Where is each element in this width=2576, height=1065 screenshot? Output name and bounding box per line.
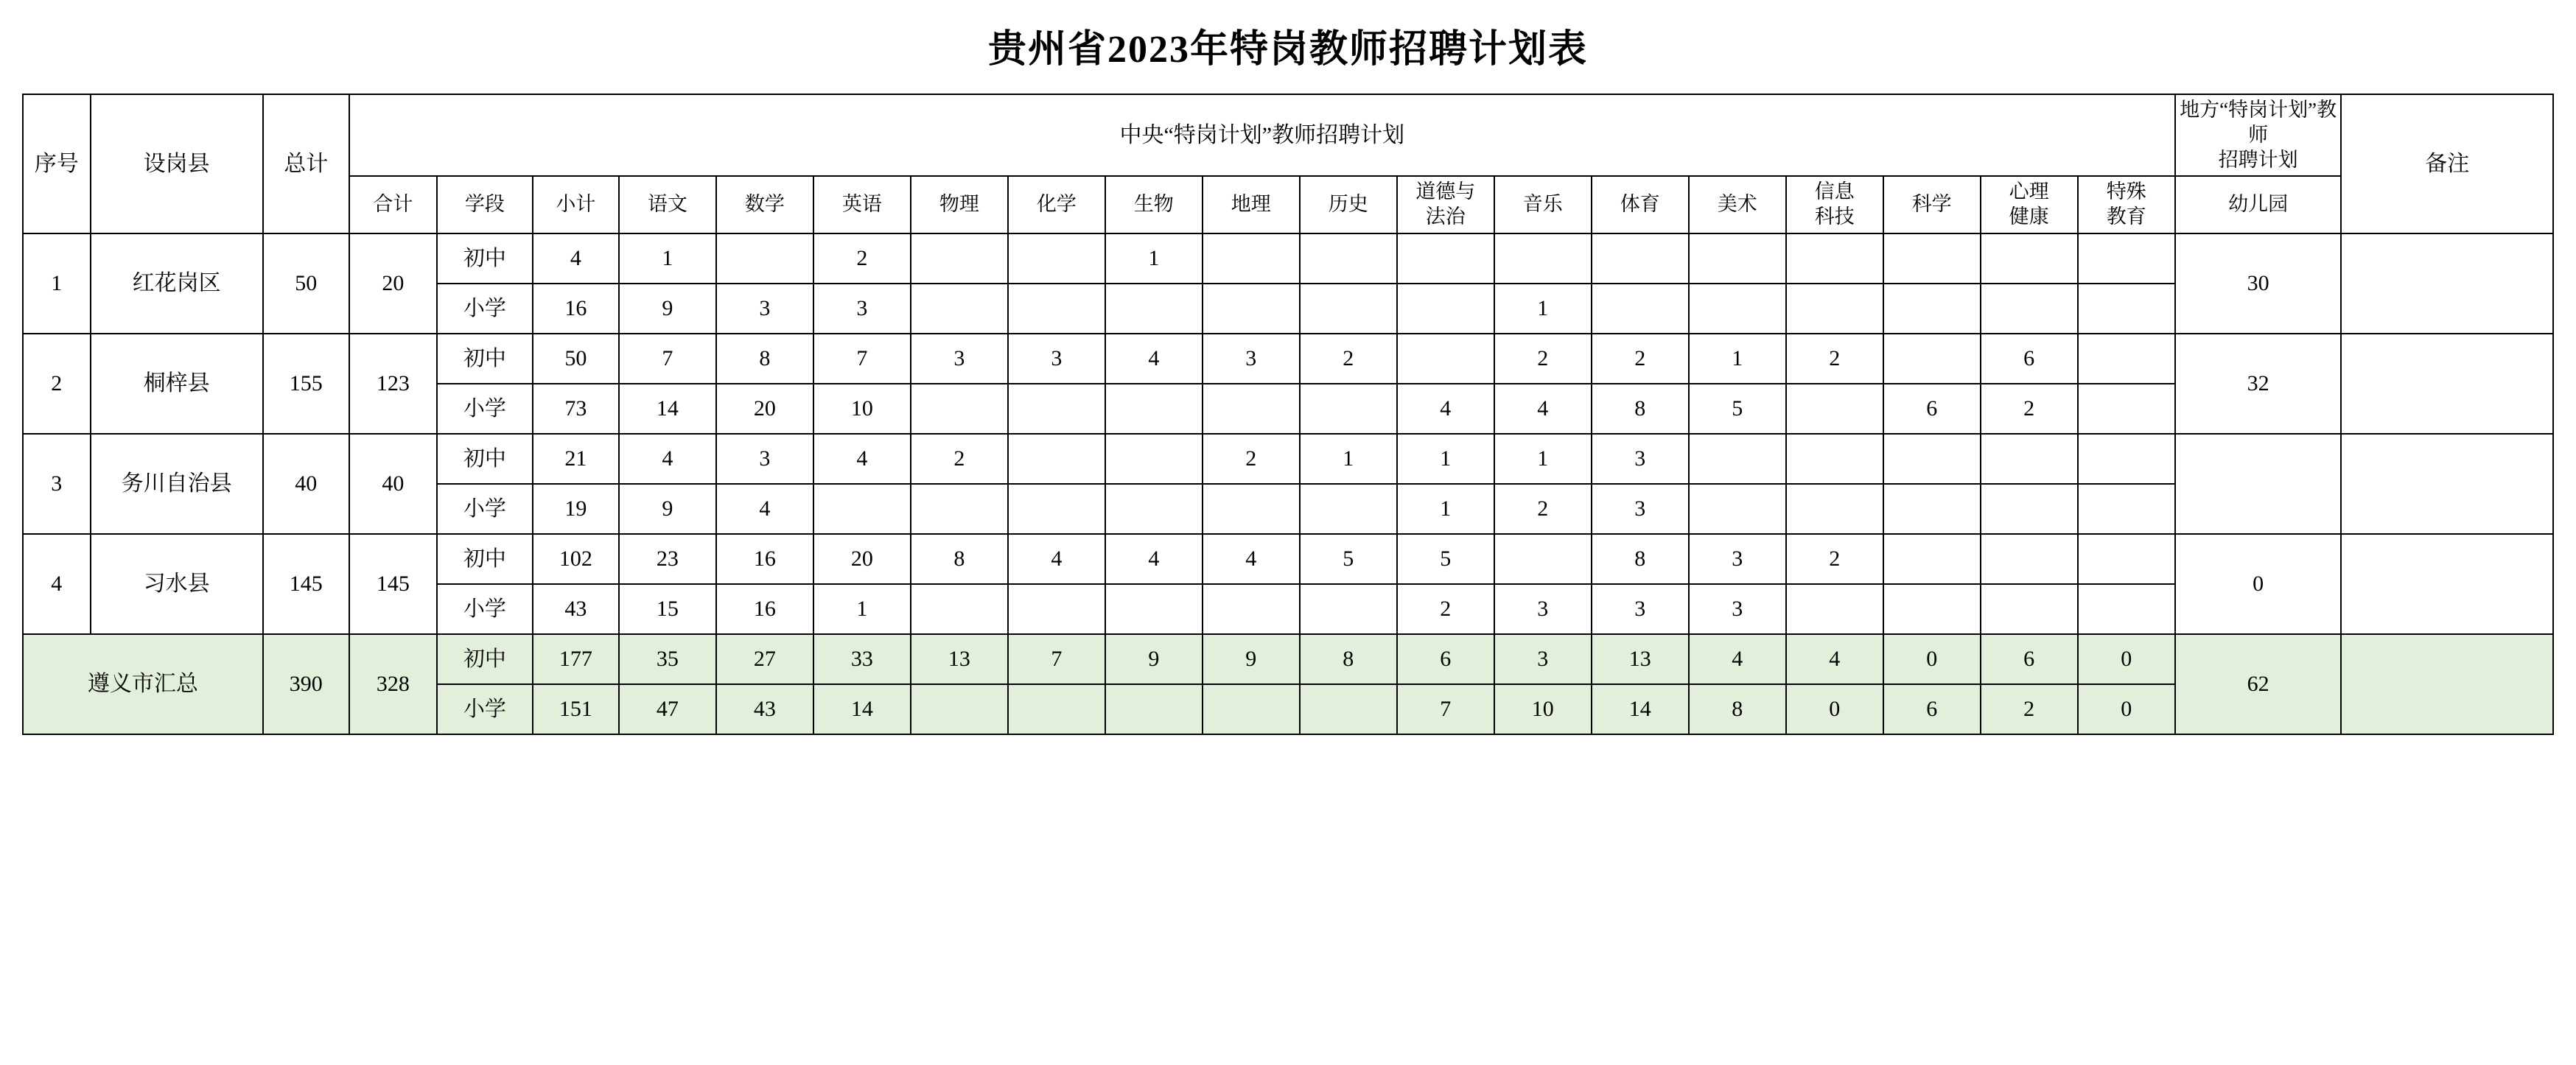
row-stage-subtotal: 4 <box>533 233 619 284</box>
cell-mental-health <box>1981 534 2078 584</box>
header-subject-english: 英语 <box>813 176 911 233</box>
cell-english: 33 <box>813 634 911 684</box>
cell-science <box>1883 434 1981 484</box>
row-county: 习水县 <box>91 534 263 634</box>
cell-mental-health: 6 <box>1981 634 2078 684</box>
header-county: 设岗县 <box>91 94 263 233</box>
row-seq: 4 <box>23 534 91 634</box>
cell-chinese: 23 <box>619 534 716 584</box>
cell-morality-law <box>1397 233 1494 284</box>
cell-geography: 2 <box>1203 434 1300 484</box>
cell-special-education <box>2078 484 2175 534</box>
cell-pe <box>1592 233 1689 284</box>
cell-chemistry <box>1008 584 1105 634</box>
row-stage-subtotal: 43 <box>533 584 619 634</box>
cell-music: 3 <box>1494 584 1592 634</box>
cell-special-education <box>2078 384 2175 434</box>
recruitment-plan-table <box>22 94 2554 735</box>
cell-chemistry: 7 <box>1008 634 1105 684</box>
row-local-plan: 32 <box>2175 334 2342 434</box>
cell-science: 0 <box>1883 634 1981 684</box>
cell-chinese: 7 <box>619 334 716 384</box>
header-subject-it: 信息 科技 <box>1786 176 1883 233</box>
cell-art <box>1689 484 1786 534</box>
row-sub-total: 20 <box>349 233 437 334</box>
cell-english: 14 <box>813 684 911 734</box>
cell-math: 8 <box>716 334 813 384</box>
header-stage: 学段 <box>437 176 533 233</box>
table-row <box>23 233 2553 284</box>
cell-english: 3 <box>813 284 911 334</box>
cell-physics: 3 <box>911 334 1008 384</box>
cell-art: 8 <box>1689 684 1786 734</box>
cell-morality-law: 1 <box>1397 484 1494 534</box>
row-sub-total: 123 <box>349 334 437 434</box>
header-subject-art: 美术 <box>1689 176 1786 233</box>
cell-it <box>1786 384 1883 434</box>
header-seq: 序号 <box>23 94 91 233</box>
cell-physics <box>911 384 1008 434</box>
row-stage-subtotal: 21 <box>533 434 619 484</box>
cell-science <box>1883 484 1981 534</box>
cell-math: 16 <box>716 534 813 584</box>
cell-biology <box>1105 284 1203 334</box>
cell-it <box>1786 233 1883 284</box>
cell-mental-health <box>1981 434 2078 484</box>
row-remark <box>2341 334 2553 434</box>
row-stage: 初中 <box>437 534 533 584</box>
cell-music: 3 <box>1494 634 1592 684</box>
cell-mental-health: 6 <box>1981 334 2078 384</box>
cell-physics <box>911 233 1008 284</box>
cell-art: 5 <box>1689 384 1786 434</box>
header-subject-physics: 物理 <box>911 176 1008 233</box>
cell-art: 1 <box>1689 334 1786 384</box>
cell-science <box>1883 584 1981 634</box>
summary-remark <box>2341 634 2553 734</box>
cell-morality-law: 7 <box>1397 684 1494 734</box>
cell-music: 4 <box>1494 384 1592 434</box>
cell-geography <box>1203 584 1300 634</box>
cell-math: 3 <box>716 284 813 334</box>
summary-stage: 小学 <box>437 684 533 734</box>
cell-biology <box>1105 384 1203 434</box>
cell-it <box>1786 484 1883 534</box>
row-grand-total: 50 <box>263 233 349 334</box>
cell-chinese: 9 <box>619 484 716 534</box>
cell-history <box>1300 233 1397 284</box>
cell-it: 0 <box>1786 684 1883 734</box>
cell-pe: 8 <box>1592 534 1689 584</box>
cell-art <box>1689 233 1786 284</box>
cell-physics <box>911 584 1008 634</box>
cell-english: 7 <box>813 334 911 384</box>
cell-geography <box>1203 484 1300 534</box>
cell-chemistry <box>1008 434 1105 484</box>
cell-science <box>1883 334 1981 384</box>
header-subject-chemistry: 化学 <box>1008 176 1105 233</box>
row-stage: 小学 <box>437 384 533 434</box>
row-sub-total: 40 <box>349 434 437 534</box>
header-grand-total: 总计 <box>263 94 349 233</box>
header-sub-total: 合计 <box>349 176 437 233</box>
cell-chinese: 14 <box>619 384 716 434</box>
row-stage-subtotal: 73 <box>533 384 619 434</box>
cell-history <box>1300 284 1397 334</box>
row-seq: 3 <box>23 434 91 534</box>
cell-morality-law: 1 <box>1397 434 1494 484</box>
cell-chinese: 9 <box>619 284 716 334</box>
cell-music: 1 <box>1494 284 1592 334</box>
summary-label: 遵义市汇总 <box>23 634 263 734</box>
row-stage: 初中 <box>437 233 533 284</box>
cell-science <box>1883 284 1981 334</box>
cell-biology <box>1105 584 1203 634</box>
cell-music <box>1494 534 1592 584</box>
header-subject-mental-health: 心理 健康 <box>1981 176 2078 233</box>
header-subject-music: 音乐 <box>1494 176 1592 233</box>
summary-sub-total: 328 <box>349 634 437 734</box>
cell-science <box>1883 534 1981 584</box>
cell-math: 4 <box>716 484 813 534</box>
cell-english: 4 <box>813 434 911 484</box>
header-local-plan-line1: 地方“特岗计划”教师 <box>2180 99 2337 146</box>
table-header <box>23 94 2553 233</box>
cell-english: 20 <box>813 534 911 584</box>
cell-history: 1 <box>1300 434 1397 484</box>
cell-chinese: 35 <box>619 634 716 684</box>
header-subject-history: 历史 <box>1300 176 1397 233</box>
table-row <box>23 434 2553 484</box>
cell-special-education <box>2078 284 2175 334</box>
cell-physics <box>911 284 1008 334</box>
row-county: 红花岗区 <box>91 233 263 334</box>
summary-grand-total: 390 <box>263 634 349 734</box>
cell-math: 27 <box>716 634 813 684</box>
table-container <box>0 94 2576 735</box>
row-sub-total: 145 <box>349 534 437 634</box>
cell-geography <box>1203 384 1300 434</box>
cell-biology: 4 <box>1105 534 1203 584</box>
summary-stage-subtotal: 177 <box>533 634 619 684</box>
cell-special-education <box>2078 534 2175 584</box>
row-grand-total: 40 <box>263 434 349 534</box>
cell-biology <box>1105 684 1203 734</box>
cell-chemistry <box>1008 384 1105 434</box>
cell-math: 43 <box>716 684 813 734</box>
cell-music <box>1494 233 1592 284</box>
cell-chinese: 1 <box>619 233 716 284</box>
cell-music: 2 <box>1494 334 1592 384</box>
cell-history <box>1300 484 1397 534</box>
cell-mental-health <box>1981 284 2078 334</box>
row-stage-subtotal: 19 <box>533 484 619 534</box>
header-row-bottom <box>23 176 2553 233</box>
cell-chinese: 47 <box>619 684 716 734</box>
cell-biology: 1 <box>1105 233 1203 284</box>
cell-physics <box>911 684 1008 734</box>
cell-geography: 4 <box>1203 534 1300 584</box>
cell-science: 6 <box>1883 684 1981 734</box>
cell-math: 3 <box>716 434 813 484</box>
cell-biology: 9 <box>1105 634 1203 684</box>
cell-morality-law: 6 <box>1397 634 1494 684</box>
summary-local-plan: 62 <box>2175 634 2342 734</box>
cell-pe: 3 <box>1592 434 1689 484</box>
row-remark <box>2341 434 2553 534</box>
header-row-top <box>23 94 2553 176</box>
cell-pe: 14 <box>1592 684 1689 734</box>
cell-morality-law: 2 <box>1397 584 1494 634</box>
cell-geography: 3 <box>1203 334 1300 384</box>
summary-row <box>23 634 2553 684</box>
cell-chinese: 4 <box>619 434 716 484</box>
cell-morality-law <box>1397 334 1494 384</box>
cell-geography <box>1203 284 1300 334</box>
cell-pe: 8 <box>1592 384 1689 434</box>
summary-stage: 初中 <box>437 634 533 684</box>
table-body <box>23 233 2553 734</box>
cell-special-education: 0 <box>2078 634 2175 684</box>
cell-pe: 13 <box>1592 634 1689 684</box>
row-stage-subtotal: 102 <box>533 534 619 584</box>
row-stage-subtotal: 16 <box>533 284 619 334</box>
cell-chemistry <box>1008 684 1105 734</box>
cell-special-education <box>2078 434 2175 484</box>
cell-math: 20 <box>716 384 813 434</box>
cell-geography <box>1203 233 1300 284</box>
cell-chemistry <box>1008 233 1105 284</box>
row-stage-subtotal: 50 <box>533 334 619 384</box>
cell-science <box>1883 233 1981 284</box>
cell-english: 1 <box>813 584 911 634</box>
row-stage: 初中 <box>437 434 533 484</box>
cell-mental-health: 2 <box>1981 384 2078 434</box>
cell-english: 10 <box>813 384 911 434</box>
row-local-plan: 0 <box>2175 534 2342 634</box>
cell-special-education <box>2078 233 2175 284</box>
cell-geography <box>1203 684 1300 734</box>
cell-it <box>1786 284 1883 334</box>
cell-pe: 3 <box>1592 584 1689 634</box>
cell-math <box>716 233 813 284</box>
cell-history <box>1300 584 1397 634</box>
row-county: 桐梓县 <box>91 334 263 434</box>
row-seq: 1 <box>23 233 91 334</box>
cell-biology <box>1105 434 1203 484</box>
cell-mental-health <box>1981 584 2078 634</box>
cell-mental-health: 2 <box>1981 684 2078 734</box>
cell-morality-law: 4 <box>1397 384 1494 434</box>
cell-art <box>1689 434 1786 484</box>
cell-music: 2 <box>1494 484 1592 534</box>
cell-chemistry: 4 <box>1008 534 1105 584</box>
cell-chinese: 15 <box>619 584 716 634</box>
cell-it: 4 <box>1786 634 1883 684</box>
cell-mental-health <box>1981 484 2078 534</box>
cell-history: 5 <box>1300 534 1397 584</box>
header-remark: 备注 <box>2341 94 2553 233</box>
cell-history <box>1300 384 1397 434</box>
cell-physics: 13 <box>911 634 1008 684</box>
row-seq: 2 <box>23 334 91 434</box>
cell-physics: 8 <box>911 534 1008 584</box>
cell-chemistry <box>1008 484 1105 534</box>
cell-music: 1 <box>1494 434 1592 484</box>
header-subtotal: 小计 <box>533 176 619 233</box>
cell-english: 2 <box>813 233 911 284</box>
cell-physics: 2 <box>911 434 1008 484</box>
row-county: 务川自治县 <box>91 434 263 534</box>
summary-stage-subtotal: 151 <box>533 684 619 734</box>
row-remark <box>2341 233 2553 334</box>
header-subject-biology: 生物 <box>1105 176 1203 233</box>
header-subject-math: 数学 <box>716 176 813 233</box>
cell-it <box>1786 434 1883 484</box>
header-subject-special-education: 特殊 教育 <box>2078 176 2175 233</box>
cell-biology: 4 <box>1105 334 1203 384</box>
cell-science: 6 <box>1883 384 1981 434</box>
cell-it: 2 <box>1786 534 1883 584</box>
cell-chemistry: 3 <box>1008 334 1105 384</box>
row-grand-total: 155 <box>263 334 349 434</box>
cell-pe: 2 <box>1592 334 1689 384</box>
cell-it: 2 <box>1786 334 1883 384</box>
header-subject-chinese: 语文 <box>619 176 716 233</box>
cell-chemistry <box>1008 284 1105 334</box>
row-grand-total: 145 <box>263 534 349 634</box>
cell-art <box>1689 284 1786 334</box>
cell-math: 16 <box>716 584 813 634</box>
cell-art: 4 <box>1689 634 1786 684</box>
row-stage: 小学 <box>437 484 533 534</box>
cell-geography: 9 <box>1203 634 1300 684</box>
cell-biology <box>1105 484 1203 534</box>
table-row <box>23 534 2553 584</box>
header-subject-geography: 地理 <box>1203 176 1300 233</box>
cell-physics <box>911 484 1008 534</box>
header-local-plan-line2: 招聘计划 <box>2218 148 2298 171</box>
cell-special-education <box>2078 334 2175 384</box>
header-central-plan-group: 中央“特岗计划”教师招聘计划 <box>349 94 2175 176</box>
cell-special-education <box>2078 584 2175 634</box>
cell-art: 3 <box>1689 534 1786 584</box>
cell-art: 3 <box>1689 584 1786 634</box>
cell-special-education: 0 <box>2078 684 2175 734</box>
header-subject-pe: 体育 <box>1592 176 1689 233</box>
cell-history: 2 <box>1300 334 1397 384</box>
cell-history: 8 <box>1300 634 1397 684</box>
header-subject-morality-law: 道德与 法治 <box>1397 176 1494 233</box>
cell-pe: 3 <box>1592 484 1689 534</box>
cell-english <box>813 484 911 534</box>
header-subject-science: 科学 <box>1883 176 1981 233</box>
cell-music: 10 <box>1494 684 1592 734</box>
header-local-plan-group <box>2175 94 2342 176</box>
header-local-kindergarten: 幼儿园 <box>2175 176 2342 233</box>
cell-morality-law: 5 <box>1397 534 1494 584</box>
table-row <box>23 334 2553 384</box>
cell-it <box>1786 584 1883 634</box>
row-local-plan <box>2175 434 2342 534</box>
page-title: 贵州省2023年特岗教师招聘计划表 <box>987 29 1588 71</box>
row-local-plan: 30 <box>2175 233 2342 334</box>
cell-history <box>1300 684 1397 734</box>
cell-mental-health <box>1981 233 2078 284</box>
row-remark <box>2341 534 2553 634</box>
cell-morality-law <box>1397 284 1494 334</box>
row-stage: 初中 <box>437 334 533 384</box>
row-stage: 小学 <box>437 584 533 634</box>
row-stage: 小学 <box>437 284 533 334</box>
cell-pe <box>1592 284 1689 334</box>
